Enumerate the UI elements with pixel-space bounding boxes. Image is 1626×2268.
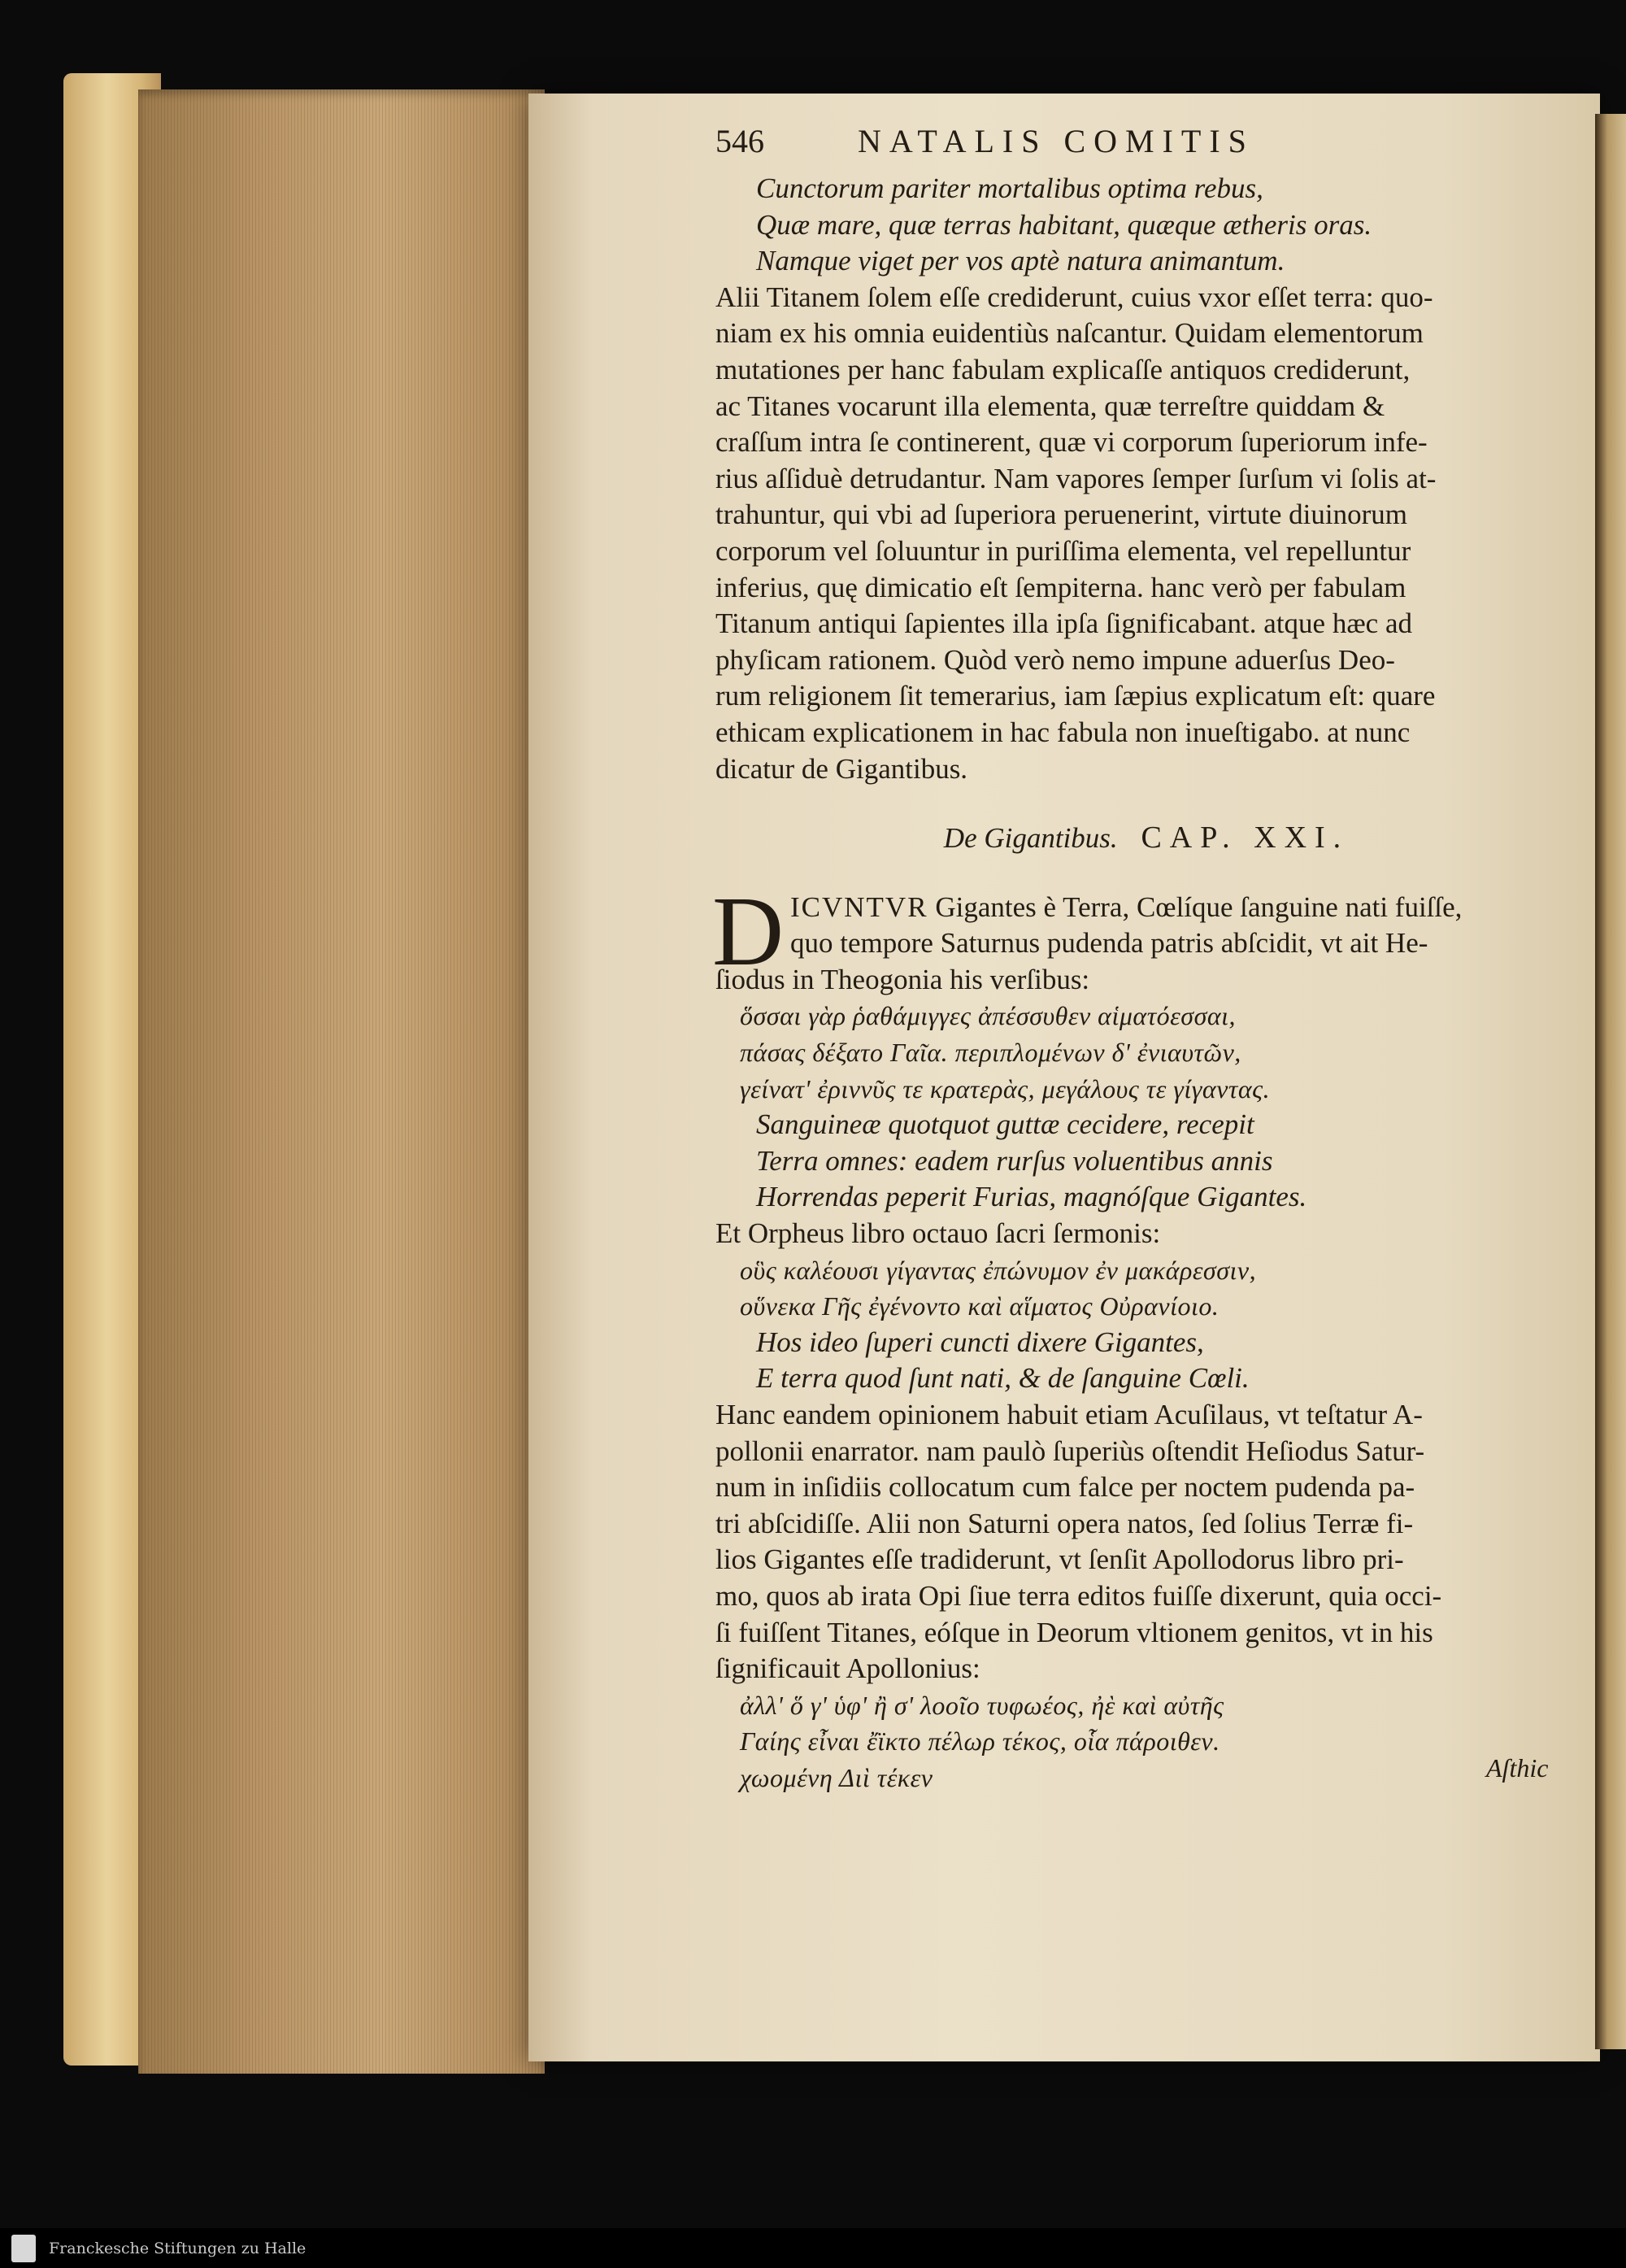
text-line: Hanc eandem opinionem habuit etiam Acuſilaus, vt teſtatur A- — [715, 1399, 1423, 1430]
verse-line: E terra quod ſunt nati, & de ſanguine Cœli. — [756, 1362, 1250, 1395]
text-line: mutationes per hanc fabulam explicaſſe antiquos crediderunt, — [715, 353, 1411, 385]
text-line: rum religionem ſit temerarius, iam ſæpius explicatum eſt: quare — [715, 680, 1436, 712]
text-line: Titanum antiqui ſapientes illa ipſa ſignificabant. atque hæc ad — [715, 607, 1412, 640]
verse-line: Cunctorum pariter mortalibus optima rebus, — [756, 172, 1263, 204]
text-line: quo tempore Saturnus pudenda patris abſcidit, vt ait He- — [790, 927, 1428, 960]
page-text-block — [712, 122, 1577, 1796]
chapter-heading — [715, 820, 1577, 857]
verse-line: Horrendas peperit Furias, magnóſque Gigantes. — [756, 1181, 1307, 1213]
text-line — [715, 890, 1577, 926]
text-line: trahuntur, qui vbi ad ſuperiora peruenerint, virtute diuinorum — [715, 498, 1408, 531]
facing-page-edge — [1595, 114, 1626, 2049]
text-line: niam ex his omnia euidentiùs naſcantur. Quidam elementorum — [715, 317, 1424, 350]
text-line: phyſicam rationem. Quòd verò nemo impune aduerſus Deo- — [715, 643, 1395, 676]
footer-bar — [0, 2228, 1626, 2268]
text-line: ethicam explicationem in hac fabula non inueſtigabo. at nunc — [715, 716, 1411, 748]
text-line: corporum vel ſoluuntur in puriſſima elementa, vel repelluntur — [715, 534, 1411, 567]
first-word: ICVNTVR — [790, 890, 928, 923]
drop-capital: D — [712, 876, 785, 986]
text-section-bottom — [715, 890, 1577, 1796]
chapter-title: De Gigantibus. — [943, 822, 1118, 855]
catchword: Aſthic — [1486, 1753, 1549, 1783]
institution-logo-icon — [11, 2235, 36, 2262]
institution-name: Franckesche Stiftungen zu Halle — [49, 2240, 307, 2257]
text-line: Alii Titanem ſolem eſſe crediderunt, cuius vxor eſſet terra: quo- — [715, 281, 1433, 313]
verse-line: Quæ mare, quæ terras habitant, quæque ætheris oras. — [756, 208, 1372, 241]
verse-line: ἀλλ' ὅ γ' ὑφ' ἢ σ' λοοῖο τυφωέος, ἠὲ καὶ αὐτῆς — [740, 1690, 1224, 1720]
running-head: NATALIS COMITIS — [858, 123, 1254, 159]
line-text: Gigantes è Terra, Cœlíque ſanguine nati fuiſſe, — [935, 890, 1463, 923]
text-line: Et Orpheus libro octauo ſacri ſermonis: — [715, 1217, 1161, 1250]
verse-line: οὕνεκα Γῆς ἐγένοντο καὶ αἵματος Οὐρανίοιο. — [740, 1291, 1220, 1321]
page-number: 546 — [715, 123, 764, 159]
verse-line: πάσας δέξατο Γαῖα. περιπλομένων δ' ἐνιαυτῶν, — [740, 1038, 1241, 1068]
text-line: tri abſcidiſſe. Alii non Saturni opera natos, ſed ſolius Terræ fi- — [715, 1507, 1414, 1539]
text-line: inferius, quę dimicatio eſt ſempiterna. hanc verò per fabulam — [715, 571, 1406, 603]
text-section-top — [715, 171, 1577, 787]
text-line: craſſum intra ſe continerent, quæ vi corporum ſuperiorum infe- — [715, 426, 1428, 459]
chapter-body — [712, 876, 1577, 1796]
chapter-number: CAP. XXI. — [1141, 821, 1350, 855]
verse-line: Namque viget per vos aptè natura animantum. — [756, 245, 1285, 277]
text-line: pollonii enarrator. nam paulò ſuperiùs oſtendit Heſiodus Satur- — [715, 1434, 1425, 1467]
verse-line: γείνατ' ἐριννῦς τε κρατερὰς, μεγάλους τε γίγαντας. — [740, 1073, 1271, 1104]
verse-line: Sanguineæ quotquot guttæ cecidere, recepit — [756, 1108, 1254, 1141]
text-line: ſiodus in Theogonia his verſibus: — [715, 963, 1090, 995]
text-line: ac Titanes vocarunt illa elementa, quæ terreſtre quiddam & — [715, 390, 1385, 422]
verse-line: Terra omnes: eadem rurſus voluentibus annis — [756, 1144, 1273, 1177]
verse-line: χωομένη Διὶ τέκεν — [740, 1762, 933, 1792]
text-line: rius aſſiduè detrudantur. Nam vapores ſemper ſurſum vi ſolis at- — [715, 462, 1437, 494]
verse-line: Hos ideo ſuperi cuncti dixere Gigantes, — [756, 1326, 1204, 1358]
verse-line: οὓς καλέουσι γίγαντας ἐπώνυμον ἐν μακάρεσσιν, — [740, 1255, 1257, 1285]
text-line: dicatur de Gigantibus. — [715, 752, 968, 785]
verse-line: Γαίης εἶναι ἔϊκτο πέλωρ τέκος, οἷα πάροιθεν. — [740, 1726, 1220, 1757]
text-line: ſignificauit Apollonius: — [715, 1652, 980, 1685]
text-line: mo, quos ab irata Opi ſiue terra editos fuiſſe dixerunt, quia occi- — [715, 1579, 1442, 1612]
page-edges — [138, 89, 545, 2074]
verse-line: ὅσσαι γὰρ ῥαθάμιγγες ἀπέσσυθεν αἱματόεσσαι, — [740, 1001, 1237, 1031]
text-line: num in inſidiis collocatum cum falce per noctem pudenda pa- — [715, 1471, 1415, 1504]
text-line: lios Gigantes eſſe tradiderunt, vt ſenſit Apollodorus libro pri- — [715, 1543, 1404, 1576]
text-line: ſi fuiſſent Titanes, eóſque in Deorum vltionem genitos, vt in his — [715, 1616, 1433, 1648]
page-header — [715, 122, 1577, 171]
